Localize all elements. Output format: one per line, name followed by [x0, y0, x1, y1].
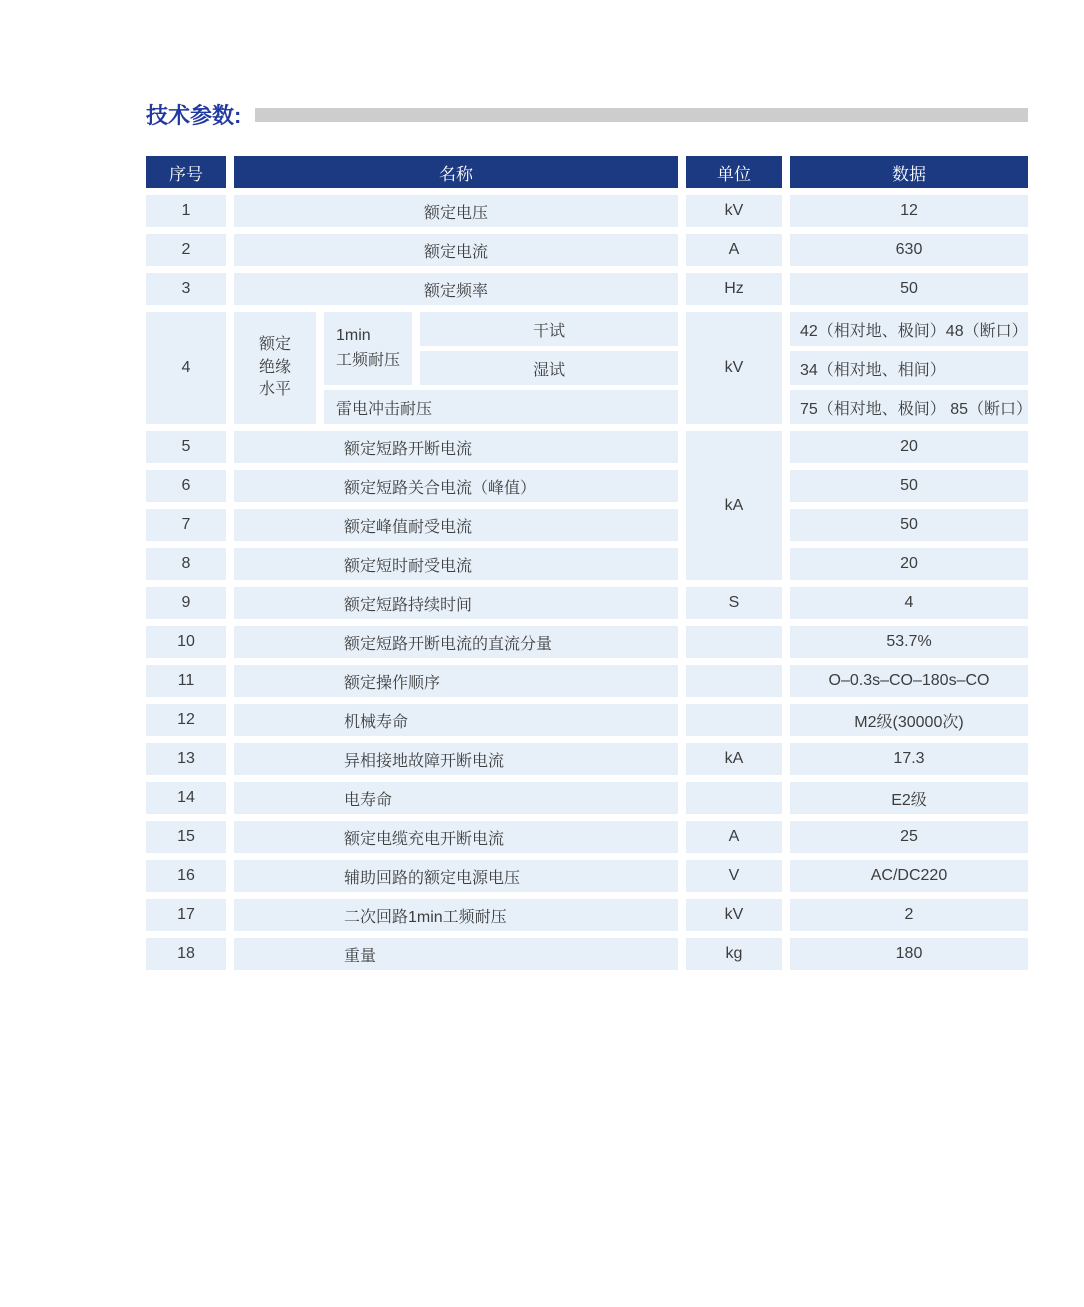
table-row [146, 587, 1028, 619]
dry-test-cell: 干试 [420, 312, 678, 346]
unit-cell [686, 626, 782, 658]
unit-cell [686, 782, 782, 814]
row-number-cell: 6 [146, 470, 226, 502]
freq-label-line2: 工频耐压 [336, 351, 401, 369]
param-name-cell: 额定短路开断电流 [234, 431, 678, 463]
row-number-cell: 4 [146, 312, 226, 424]
row-number-cell: 10 [146, 626, 226, 658]
param-name-cell: 二次回路1min工频耐压 [234, 899, 678, 931]
table-row [146, 665, 1028, 697]
row-number-cell: 7 [146, 509, 226, 541]
param-name-cell: 额定短路关合电流（峰值） [234, 470, 678, 502]
header-num: 序号 [146, 156, 226, 188]
row-number-cell: 13 [146, 743, 226, 775]
param-name-cell: 额定电缆充电开断电流 [234, 821, 678, 853]
table-row [146, 626, 1028, 658]
insulation-data-stack [790, 312, 1033, 424]
row-number-cell: 9 [146, 587, 226, 619]
lightning-impulse-cell: 雷电冲击耐压 [324, 390, 678, 424]
table-header-row [146, 156, 1028, 188]
row-number-cell: 11 [146, 665, 226, 697]
unit-cell: kg [686, 938, 782, 970]
wet-test-value: 34（相对地、相间） [790, 351, 1028, 385]
spec-section [146, 99, 1033, 970]
data-value-cell: 20 [790, 431, 1028, 463]
data-value-cell: 50 [790, 470, 1028, 502]
table-row [146, 860, 1028, 892]
row-number-cell: 15 [146, 821, 226, 853]
row-number-cell: 14 [146, 782, 226, 814]
header-unit: 单位 [686, 156, 782, 188]
data-value-cell: AC/DC220 [790, 860, 1028, 892]
table-row [146, 431, 678, 463]
table-row [146, 743, 1028, 775]
header-data: 数据 [790, 156, 1028, 188]
insulation-group-cell [234, 312, 316, 424]
title-underline-bar [255, 108, 1028, 122]
table-row [146, 509, 678, 541]
data-value-cell: 2 [790, 899, 1028, 931]
unit-cell: kV [686, 312, 782, 424]
section-title-row [146, 99, 1028, 129]
lightning-impulse-value: 75（相对地、极间） 85（断口） [790, 390, 1028, 424]
ka-band-left [146, 431, 678, 580]
param-name-cell: 额定电流 [234, 234, 678, 266]
unit-cell: V [686, 860, 782, 892]
row-number-cell: 2 [146, 234, 226, 266]
data-value-cell: M2级(30000次) [790, 704, 1028, 736]
wet-test-cell: 湿试 [420, 351, 678, 385]
data-value-cell: 50 [790, 509, 1028, 541]
param-name-cell: 电寿命 [234, 782, 678, 814]
param-name-cell: 额定峰值耐受电流 [234, 509, 678, 541]
row-number-cell: 5 [146, 431, 226, 463]
dry-test-value: 42（相对地、极间）48（断口） [790, 312, 1028, 346]
param-name-cell: 重量 [234, 938, 678, 970]
unit-cell: Hz [686, 273, 782, 305]
unit-cell: A [686, 234, 782, 266]
merged-unit-cell: kA [686, 431, 782, 580]
table-row [146, 273, 1028, 305]
freq-label-line1: 1min [336, 326, 371, 344]
table-row [146, 821, 1028, 853]
ka-unit-band [146, 431, 1028, 580]
unit-cell: A [686, 821, 782, 853]
param-name-cell: 额定短路开断电流的直流分量 [234, 626, 678, 658]
table-row [146, 899, 1028, 931]
param-name-cell: 额定短路持续时间 [234, 587, 678, 619]
unit-cell: S [686, 587, 782, 619]
table-row [146, 234, 1028, 266]
insulation-name-block [234, 312, 678, 424]
insulation-group-label: 额定绝缘水平 [258, 336, 291, 399]
data-value-cell: 17.3 [790, 743, 1028, 775]
ka-band-data [790, 431, 1028, 580]
test-type-stack [420, 312, 678, 385]
data-value-cell: 180 [790, 938, 1028, 970]
row-number-cell: 17 [146, 899, 226, 931]
table-row [146, 938, 1028, 970]
data-value-cell: 4 [790, 587, 1028, 619]
header-name: 名称 [234, 156, 678, 188]
data-value-cell: 50 [790, 273, 1028, 305]
unit-cell [686, 704, 782, 736]
row-number-cell: 16 [146, 860, 226, 892]
row-number-cell: 1 [146, 195, 226, 227]
table-row [146, 704, 1028, 736]
param-name-cell: 额定短时耐受电流 [234, 548, 678, 580]
insulation-level-row [146, 312, 1033, 424]
unit-cell: kV [686, 195, 782, 227]
table-row [146, 470, 678, 502]
insulation-sub-block [324, 312, 678, 424]
data-value-cell: 53.7% [790, 626, 1028, 658]
param-name-cell: 异相接地故障开断电流 [234, 743, 678, 775]
row-number-cell: 18 [146, 938, 226, 970]
param-name-cell: 辅助回路的额定电源电压 [234, 860, 678, 892]
param-name-cell: 机械寿命 [234, 704, 678, 736]
row-number-cell: 12 [146, 704, 226, 736]
table-row [146, 548, 678, 580]
data-value-cell: 25 [790, 821, 1028, 853]
param-name-cell: 额定频率 [234, 273, 678, 305]
table-row [146, 195, 1028, 227]
data-value-cell: O–0.3s–CO–180s–CO [790, 665, 1028, 697]
data-value-cell: E2级 [790, 782, 1028, 814]
data-value-cell: 12 [790, 195, 1028, 227]
unit-cell: kV [686, 899, 782, 931]
data-value-cell: 20 [790, 548, 1028, 580]
power-frequency-withstand-cell [324, 312, 412, 385]
param-name-cell: 额定电压 [234, 195, 678, 227]
row-number-cell: 3 [146, 273, 226, 305]
section-title: 技术参数: [146, 102, 242, 128]
unit-cell: kA [686, 743, 782, 775]
table-row [146, 782, 1028, 814]
param-name-cell: 额定操作顺序 [234, 665, 678, 697]
row-number-cell: 8 [146, 548, 226, 580]
unit-cell [686, 665, 782, 697]
data-value-cell: 630 [790, 234, 1028, 266]
